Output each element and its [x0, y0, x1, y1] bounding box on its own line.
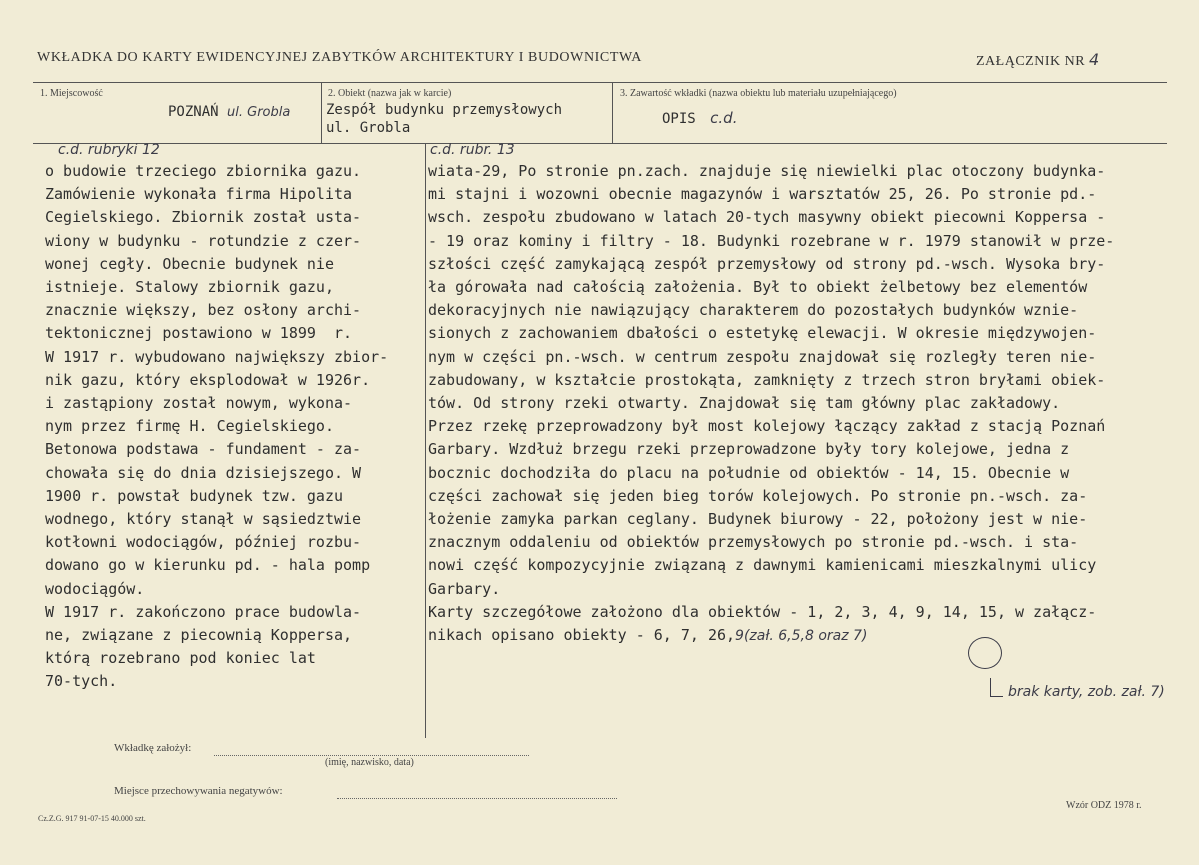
right-line-text: nikach opisano obiekty - 6, 7, 26,	[428, 626, 736, 645]
left-line: nym przez firmę H. Cegielskiego.	[45, 417, 334, 436]
content-value	[662, 109, 737, 127]
header-rule	[33, 82, 1167, 83]
left-continuation-note: c.d. rubryki 12	[58, 142, 160, 158]
attachment-label: ZAŁĄCZNIK NR	[976, 54, 1086, 69]
field-divider-2	[612, 82, 613, 144]
right-continuation-note: c.d. rubr. 13	[430, 142, 515, 158]
handwritten-arrow-icon	[990, 678, 1003, 697]
location-note: ul. Grobla	[227, 105, 291, 120]
negatives-line	[337, 798, 617, 799]
left-line: tektonicznej postawiono w 1899 r.	[45, 324, 353, 343]
left-line: 1900 r. powstał budynek tzw. gazu	[45, 486, 344, 505]
content-label: 3. Zawartość wkładki (nazwa obiektu lub materiału uzupełniającego)	[620, 88, 897, 99]
column-divider	[425, 143, 426, 738]
left-line: istnieje. Stalowy zbiornik gazu,	[45, 278, 334, 297]
form-model-label: Wzór ODZ 1978 r.	[1066, 800, 1142, 811]
handwritten-circle	[968, 637, 1002, 669]
right-line: ła górowała nad całością założenia. Był to obiekt żelbetowy bez elementów	[428, 278, 1088, 297]
right-line: nowi część kompozycyjnie związaną z dawnymi kamienicami mieszkalnymi ulicy	[428, 556, 1097, 575]
right-line: znacznym oddaleniu od obiektów przemysłowych po stronie pd.-wsch. i sta-	[428, 533, 1079, 552]
left-line: chowała się do dnia dzisiejszego. W	[45, 463, 362, 482]
object-line-1: Zespół budynku przemysłowych	[326, 102, 563, 118]
right-line: dekoracyjnych nie nawiązujący charakterem do pozostałych budynków wznie-	[428, 301, 1079, 320]
location-value	[168, 104, 290, 120]
left-line: wiony w budynku - rotundzie z czer-	[45, 231, 362, 250]
negatives-label: Miejsce przechowywania negatywów:	[114, 785, 283, 797]
right-line: Garbary.	[428, 579, 501, 598]
left-line: znacznie większy, bez osłony archi-	[45, 301, 362, 320]
right-text-column	[428, 160, 1198, 648]
left-line: wodnego, który stanął w sąsiedztwie	[45, 510, 362, 529]
handwritten-annex-note: 9(zał. 6,5,8 oraz 7)	[735, 628, 868, 645]
right-line: mi stajni i wozowni obecnie magazynów i warsztatów 25, 26. Po stronie pd.-	[428, 185, 1097, 204]
right-line: Przez rzekę przeprowadzony był most kolejowy łączący zakład z stacją Poznań	[428, 417, 1106, 436]
content-note: c.d.	[710, 109, 738, 127]
left-line: o budowie trzeciego zbiornika gazu.	[45, 162, 362, 180]
left-line: W 1917 r. wybudowano największy zbior-	[45, 347, 389, 366]
right-line	[428, 624, 1198, 648]
left-line: ne, związane z piecownią Koppersa,	[45, 626, 353, 645]
left-line: nik gazu, który eksplodował w 1926r.	[45, 370, 371, 389]
left-line: 70-tych.	[45, 672, 118, 691]
left-line: wonej cegły. Obecnie budynek nie	[45, 254, 334, 273]
right-line: wsch. zespołu zbudowano w latach 20-tych masywny obiekt piecowni Koppersa -	[428, 208, 1106, 227]
right-line: wiata-29, Po stronie pn.zach. znajduje się niewielki plac otoczony budynka-	[428, 162, 1106, 180]
right-line: sionych z zachowaniem dbałości o estetykę elewacji. W okresie międzywojen-	[428, 324, 1097, 343]
form-title: WKŁADKA DO KARTY EWIDENCYJNEJ ZABYTKÓW ARCHITEKTURY I BUDOWNICTWA	[37, 50, 642, 65]
right-line: łożenie zamyka parkan ceglany. Budynek biurowy - 22, położony jest w nie-	[428, 510, 1088, 529]
fields-bottom-rule	[33, 143, 1167, 144]
location-city: POZNAŃ	[168, 104, 219, 120]
left-line: dowano go w kierunku pd. - hala pomp	[45, 556, 371, 575]
object-value	[326, 101, 562, 137]
content-title: OPIS	[662, 111, 696, 127]
location-label: 1. Miejscowość	[40, 88, 103, 99]
right-line: nym w części pn.-wsch. w centrum zespołu znajdował się rozległy teren nie-	[428, 347, 1097, 366]
compiled-by-line	[214, 755, 529, 756]
handwritten-missing-card-note: brak karty, zob. zał. 7)	[1008, 684, 1165, 700]
left-line: którą rozebrano pod koniec lat	[45, 649, 316, 668]
right-line: Karty szczegółowe założono dla obiektów - 1, 2, 3, 4, 9, 14, 15, w załącz-	[428, 602, 1097, 621]
right-line: zabudowany, w kształcie prostokąta, zamknięty z trzech stron bryłami obiek-	[428, 370, 1106, 389]
right-line: części zachował się jeden bieg torów kolejowych. Po stronie pn.-wsch. za-	[428, 486, 1088, 505]
left-text-column	[45, 160, 425, 694]
left-line: i zastąpiony został nowym, wykona-	[45, 394, 353, 413]
left-line: W 1917 r. zakończono prace budowla-	[45, 602, 362, 621]
attachment-number	[976, 50, 1100, 70]
attachment-handwritten-number: 4	[1089, 50, 1100, 69]
left-line: wodociągów.	[45, 579, 145, 598]
right-line: - 19 oraz kominy i filtry - 18. Budynki rozebrane w r. 1979 stanowił w prze-	[428, 231, 1115, 250]
left-line: Betonowa podstawa - fundament - za-	[45, 440, 362, 459]
right-line: szłości część zamykającą zespół przemysłowy od strony pd.-wsch. Wysoka bry-	[428, 254, 1106, 273]
print-info: Cz.Z.G. 917 91-07-15 40.000 szt.	[38, 814, 146, 823]
compiled-by-label: Wkładkę założył:	[114, 742, 192, 754]
left-line: Zamówienie wykonała firma Hipolita	[45, 185, 353, 204]
left-line: kotłowni wodociągów, później rozbu-	[45, 533, 362, 552]
field-divider-1	[321, 82, 322, 144]
right-line: tów. Od strony rzeki otwarty. Znajdował się tam główny plac zakładowy.	[428, 394, 1061, 413]
object-label: 2. Obiekt (nazwa jak w karcie)	[328, 88, 452, 99]
name-hint: (imię, nazwisko, data)	[325, 757, 414, 768]
right-line: Garbary. Wzdłuż brzegu rzeki przeprowadzone były tory kolejowe, jedna z	[428, 440, 1070, 459]
left-line: Cegielskiego. Zbiornik został usta-	[45, 208, 362, 227]
object-line-2: ul. Grobla	[326, 120, 411, 136]
right-line: bocznic dochodziła do placu na południe od obiektów - 14, 15. Obecnie w	[428, 463, 1070, 482]
